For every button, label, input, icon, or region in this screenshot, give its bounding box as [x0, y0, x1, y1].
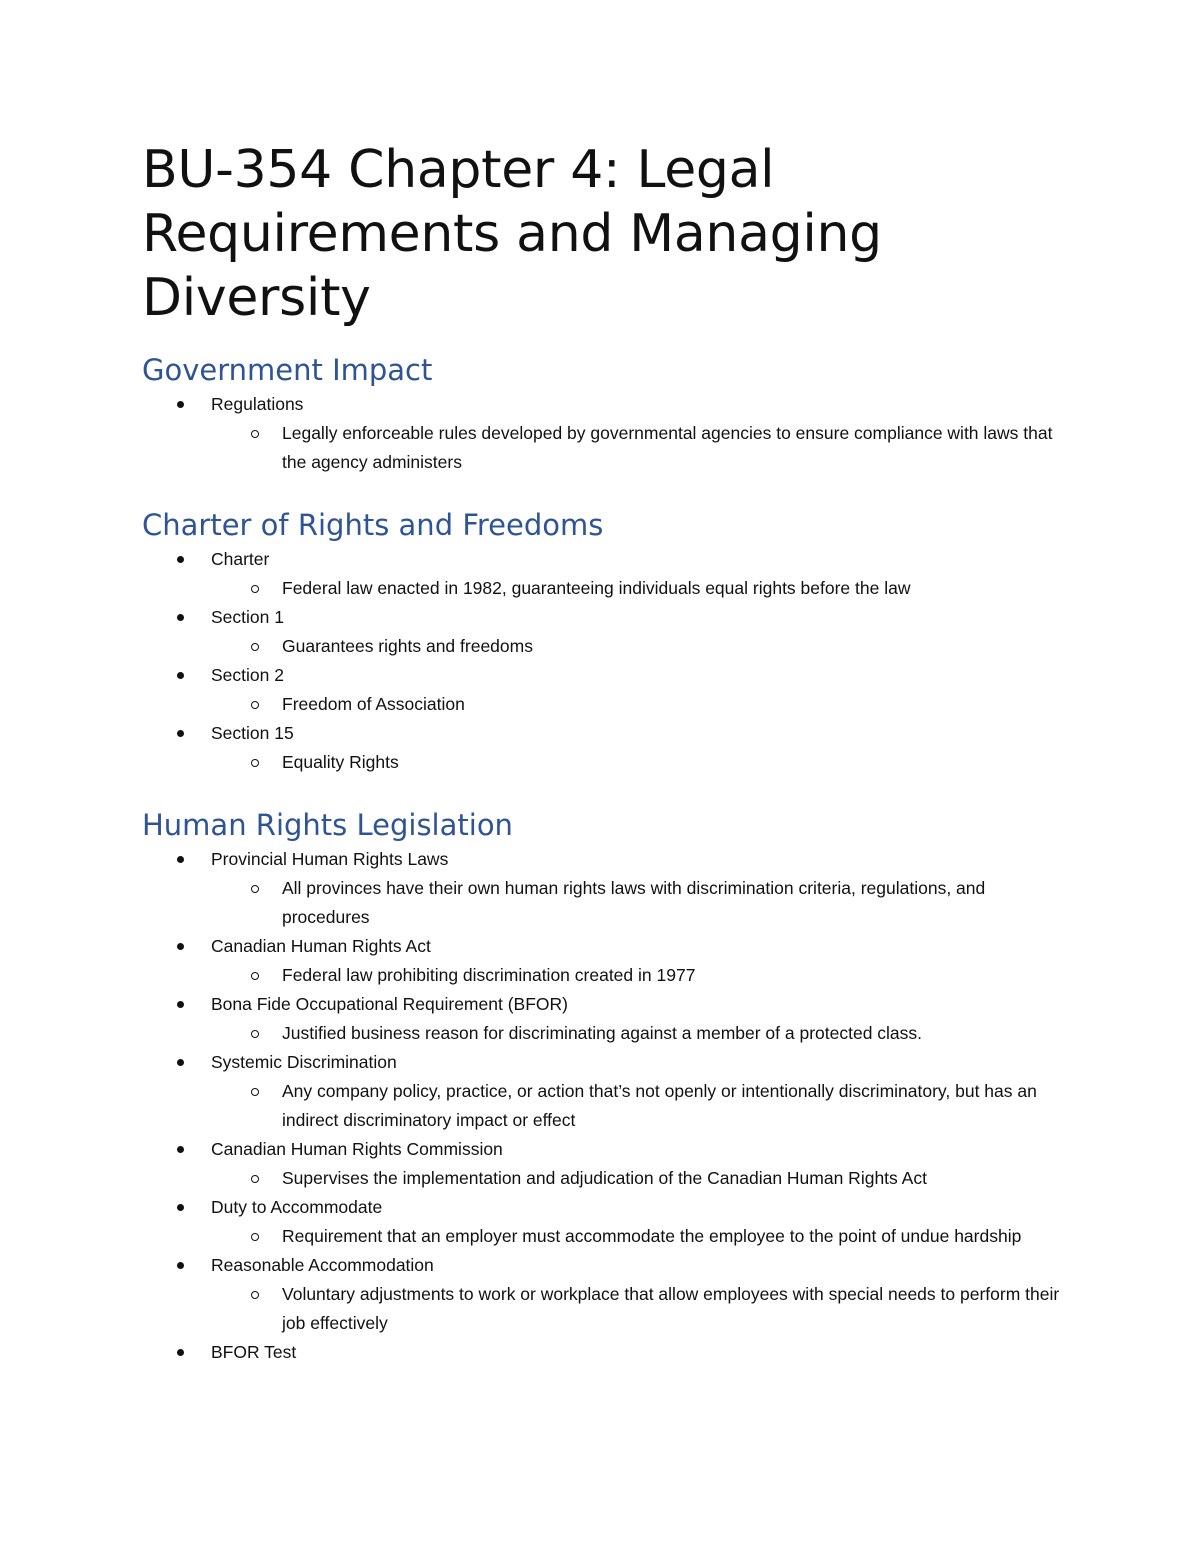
bullet-list — [142, 545, 1072, 777]
list-item-label: Section 1 — [211, 607, 284, 627]
list-item — [142, 390, 1072, 477]
hollow-circle-bullet-icon — [251, 1088, 259, 1096]
sub-bullet-list — [211, 1164, 1072, 1193]
hollow-circle-bullet-icon — [251, 1030, 259, 1038]
filled-circle-bullet-icon — [177, 1262, 184, 1269]
list-item-label: Bona Fide Occupational Requirement (BFOR) — [211, 994, 568, 1014]
filled-circle-bullet-icon — [177, 614, 184, 621]
list-item — [142, 603, 1072, 661]
sub-list-item-text: All provinces have their own human rights laws with discrimination criteria, regulations, and procedures — [282, 878, 986, 927]
document-title: BU-354 Chapter 4: Legal Requirements and Managing Diversity — [142, 140, 882, 328]
filled-circle-bullet-icon — [177, 1146, 184, 1153]
filled-circle-bullet-icon — [177, 1059, 184, 1066]
list-item — [142, 845, 1072, 932]
sub-list-item-text: Supervises the implementation and adjudication of the Canadian Human Rights Act — [282, 1168, 927, 1188]
sub-bullet-list — [211, 1280, 1072, 1338]
list-item-label: Duty to Accommodate — [211, 1197, 383, 1217]
sub-list-item-text: Equality Rights — [282, 752, 399, 772]
sub-bullet-list — [211, 748, 1072, 777]
list-item — [142, 1135, 1072, 1193]
sub-list-item-text: Justified business reason for discriminating against a member of a protected class. — [282, 1023, 923, 1043]
list-item — [142, 990, 1072, 1048]
filled-circle-bullet-icon — [177, 556, 184, 563]
bullet-list — [142, 845, 1072, 1367]
list-item-label: Section 15 — [211, 723, 294, 743]
sub-list-item — [211, 632, 1072, 661]
sections-container — [142, 350, 1072, 1367]
list-item-label: Provincial Human Rights Laws — [211, 849, 449, 869]
filled-circle-bullet-icon — [177, 1349, 184, 1356]
list-item — [142, 1251, 1072, 1338]
sub-list-item — [211, 690, 1072, 719]
sub-list-item — [211, 1280, 1072, 1338]
hollow-circle-bullet-icon — [251, 585, 259, 593]
sub-bullet-list — [211, 1077, 1072, 1135]
sub-list-item — [211, 1019, 1072, 1048]
hollow-circle-bullet-icon — [251, 701, 259, 709]
list-item-label: Canadian Human Rights Commission — [211, 1139, 503, 1159]
section-heading: Government Impact — [142, 353, 433, 387]
hollow-circle-bullet-icon — [251, 1175, 259, 1183]
list-item — [142, 661, 1072, 719]
filled-circle-bullet-icon — [177, 730, 184, 737]
hollow-circle-bullet-icon — [251, 885, 259, 893]
list-item-label: Canadian Human Rights Act — [211, 936, 431, 956]
sub-list-item — [211, 1077, 1072, 1135]
document-content — [142, 138, 1072, 1367]
list-item-label: BFOR Test — [211, 1342, 297, 1362]
list-item-label: Section 2 — [211, 665, 284, 685]
sub-bullet-list — [211, 1019, 1072, 1048]
sub-bullet-list — [211, 574, 1072, 603]
filled-circle-bullet-icon — [177, 401, 184, 408]
sub-bullet-list — [211, 961, 1072, 990]
list-item-label: Regulations — [211, 394, 304, 414]
sub-list-item — [211, 961, 1072, 990]
sub-list-item — [211, 874, 1072, 932]
list-item — [142, 545, 1072, 603]
sub-list-item-text: Any company policy, practice, or action that’s not openly or intentionally discriminatory, but has an indirect discriminatory impact or effect — [282, 1081, 1037, 1130]
section — [142, 505, 1072, 777]
list-item-label: Charter — [211, 549, 270, 569]
sub-list-item-text: Federal law prohibiting discrimination created in 1977 — [282, 965, 696, 985]
sub-list-item — [211, 419, 1072, 477]
hollow-circle-bullet-icon — [251, 1233, 259, 1241]
filled-circle-bullet-icon — [177, 1001, 184, 1008]
sub-list-item — [211, 748, 1072, 777]
sub-bullet-list — [211, 419, 1072, 477]
sub-list-item-text: Federal law enacted in 1982, guaranteeing individuals equal rights before the law — [282, 578, 911, 598]
filled-circle-bullet-icon — [177, 672, 184, 679]
list-item — [142, 932, 1072, 990]
filled-circle-bullet-icon — [177, 943, 184, 950]
list-item — [142, 1048, 1072, 1135]
sub-list-item-text: Requirement that an employer must accommodate the employee to the point of undue hardship — [282, 1226, 1022, 1246]
sub-list-item-text: Voluntary adjustments to work or workplace that allow employees with special needs to perform their job effectively — [282, 1284, 1060, 1333]
sub-bullet-list — [211, 632, 1072, 661]
list-item — [142, 1193, 1072, 1251]
hollow-circle-bullet-icon — [251, 430, 259, 438]
bullet-list — [142, 390, 1072, 477]
hollow-circle-bullet-icon — [251, 643, 259, 651]
list-item — [142, 719, 1072, 777]
sub-list-item-text: Legally enforceable rules developed by governmental agencies to ensure compliance with laws that the agency administers — [282, 423, 1053, 472]
list-item-label: Systemic Discrimination — [211, 1052, 397, 1072]
section-heading: Human Rights Legislation — [142, 808, 513, 842]
filled-circle-bullet-icon — [177, 1204, 184, 1211]
section-heading: Charter of Rights and Freedoms — [142, 508, 604, 542]
hollow-circle-bullet-icon — [251, 759, 259, 767]
sub-list-item-text: Guarantees rights and freedoms — [282, 636, 533, 656]
sub-bullet-list — [211, 690, 1072, 719]
sub-bullet-list — [211, 874, 1072, 932]
sub-list-item-text: Freedom of Association — [282, 694, 465, 714]
section — [142, 350, 1072, 477]
list-item — [142, 1338, 1072, 1367]
sub-list-item — [211, 1222, 1072, 1251]
sub-list-item — [211, 1164, 1072, 1193]
hollow-circle-bullet-icon — [251, 972, 259, 980]
sub-bullet-list — [211, 1222, 1072, 1251]
hollow-circle-bullet-icon — [251, 1291, 259, 1299]
section — [142, 805, 1072, 1367]
sub-list-item — [211, 574, 1072, 603]
list-item-label: Reasonable Accommodation — [211, 1255, 434, 1275]
filled-circle-bullet-icon — [177, 856, 184, 863]
